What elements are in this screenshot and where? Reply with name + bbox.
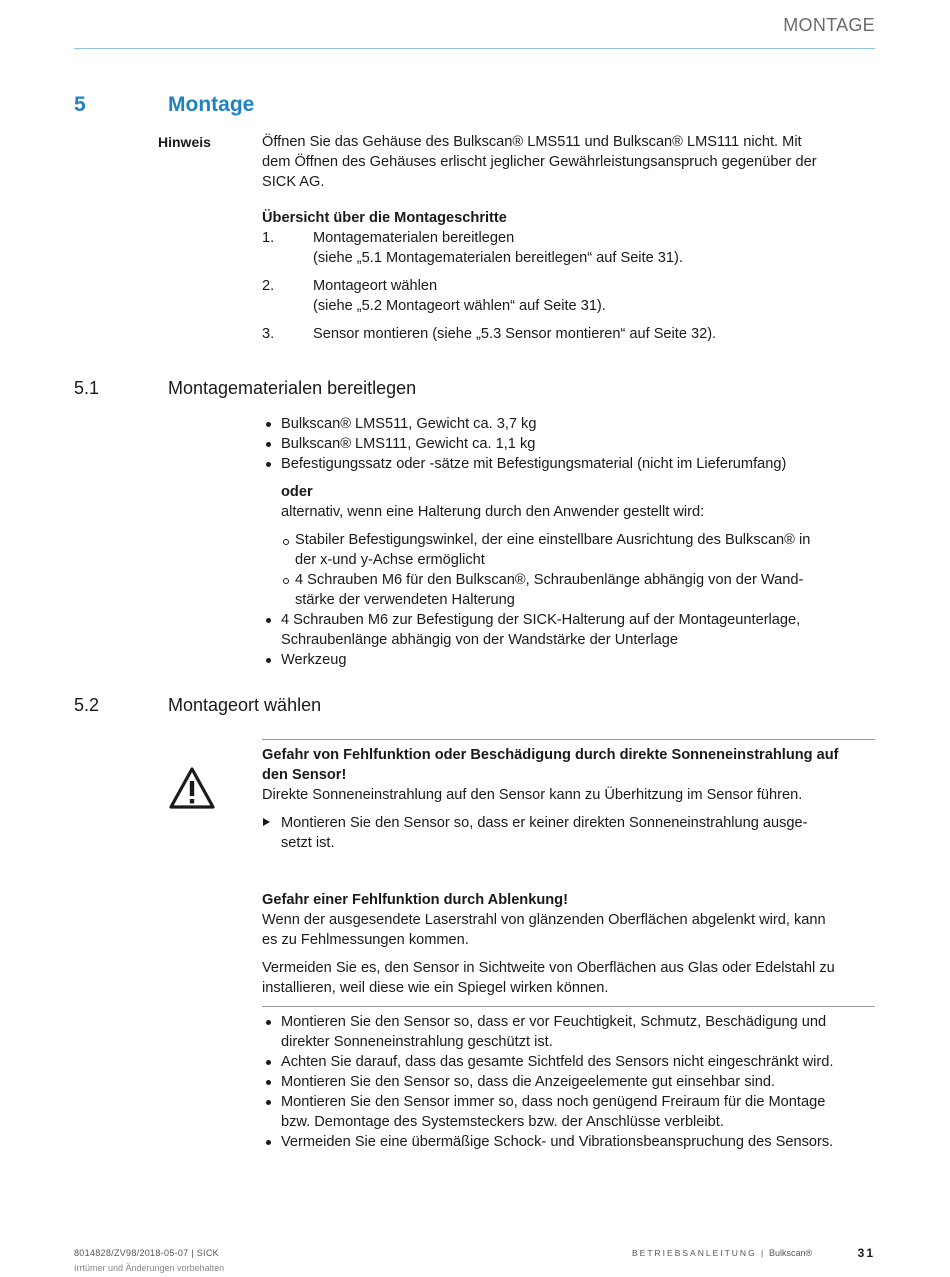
- list-item: Montieren Sie den Sensor so, dass die Anzeigeelemente gut einsehbar sind.: [281, 1074, 776, 1090]
- alternative-text: alternativ, wenn eine Halterung durch den Anwender gestellt wird:: [281, 504, 705, 520]
- bullet-dot: [266, 1140, 271, 1145]
- action-line: setzt ist.: [281, 835, 335, 851]
- step-number: 3.: [262, 326, 275, 342]
- sub-list-line: stärke der verwendeten Halterung: [295, 592, 515, 608]
- list-item: Achten Sie darauf, dass das gesamte Sichtfeld des Sensors nicht eingeschränkt wird.: [281, 1054, 834, 1070]
- step-line: Montageort wählen: [313, 278, 438, 294]
- sub-list-line: Stabiler Befestigungswinkel, der eine einstellbare Ausrichtung des Bulkscan® in: [295, 532, 811, 548]
- warning-text: Direkte Sonneneinstrahlung auf den Sensor kann zu Überhitzung im Sensor führen.: [262, 787, 803, 803]
- bullet-dot: [266, 1020, 271, 1025]
- list-item: Werkzeug: [281, 652, 347, 668]
- note-text: [262, 132, 874, 192]
- note-line: Öffnen Sie das Gehäuse des Bulkscan® LMS511 und Bulkscan® LMS111 nicht. Mit: [262, 134, 802, 150]
- footer-manual-label: BETRIEBSANLEITUNG |: [632, 1248, 766, 1258]
- caution-line: Vermeiden Sie es, den Sensor in Sichtweite von Oberflächen aus Glas oder Edelstahl zu: [262, 960, 835, 976]
- list-line: direkter Sonneneinstrahlung geschützt ist.: [281, 1034, 553, 1050]
- list-item: [281, 1092, 875, 1132]
- sub-list-line: der x-und y-Achse ermöglicht: [295, 552, 485, 568]
- bullet-dot: [266, 1060, 271, 1065]
- sub-bullet-ring: [283, 539, 289, 545]
- bullet-dot: [266, 658, 271, 663]
- sub-list-item: [295, 570, 875, 610]
- sub-list-item: [295, 530, 875, 570]
- footer-product: Bulkscan®: [769, 1248, 813, 1258]
- chapter-title: Montage: [168, 93, 255, 116]
- caution-title: Gefahr einer Fehlfunktion durch Ablenkung!: [262, 892, 568, 908]
- bullet-dot: [266, 442, 271, 447]
- action-arrow-icon: [263, 818, 270, 826]
- section-title: Montagematerialen bereitlegen: [168, 378, 417, 398]
- page-number: 31: [857, 1246, 875, 1260]
- list-item: [281, 610, 875, 650]
- sub-bullet-ring: [283, 578, 289, 584]
- list-item: [281, 1012, 875, 1052]
- warning-action: [281, 813, 875, 853]
- list-line: Montieren Sie den Sensor so, dass er vor Feuchtigkeit, Schmutz, Beschädigung und: [281, 1014, 827, 1030]
- bullet-dot: [266, 1100, 271, 1105]
- step-reference: (siehe „5.2 Montageort wählen“ auf Seite 31).: [313, 298, 606, 314]
- chapter-number: 5: [74, 93, 86, 116]
- warning-block: [262, 745, 874, 805]
- list-line: Schraubenlänge abhängig von der Wandstärke der Unterlage: [281, 632, 678, 648]
- running-header: MONTAGE: [783, 15, 875, 35]
- step-text: Sensor montieren (siehe „5.3 Sensor montieren“ auf Seite 32).: [313, 326, 717, 342]
- step-line: Montagematerialen bereitlegen: [313, 230, 515, 246]
- list-line: Montieren Sie den Sensor immer so, dass noch genügend Freiraum für die Montage: [281, 1094, 826, 1110]
- list-item: Bulkscan® LMS511, Gewicht ca. 3,7 kg: [281, 416, 537, 432]
- warning-triangle-icon: [168, 766, 216, 815]
- step-text: [313, 276, 873, 316]
- list-item: Befestigungssatz oder -sätze mit Befestigungsmaterial (nicht im Lieferumfang): [281, 456, 787, 472]
- note-line: SICK AG.: [262, 174, 325, 190]
- step-number: 2.: [262, 278, 275, 294]
- overview-heading: Übersicht über die Montageschritte: [262, 210, 507, 226]
- caution-line: installieren, weil diese wie ein Spiegel wirken können.: [262, 980, 609, 996]
- action-line: Montieren Sie den Sensor so, dass er keiner direkten Sonneneinstrahlung ausge-: [281, 815, 808, 831]
- list-item: Bulkscan® LMS111, Gewicht ca. 1,1 kg: [281, 436, 536, 452]
- footer-document-id: 8014828/ZV98/2018-05-07 | SICK: [74, 1248, 219, 1258]
- warning-top-rule: [262, 739, 875, 740]
- section-number: 5.1: [74, 378, 100, 398]
- header-rule: [74, 48, 875, 49]
- list-line: bzw. Demontage des Systemsteckers bzw. der Anschlüsse verbleibt.: [281, 1114, 724, 1130]
- caution-block: [262, 890, 874, 998]
- sub-list-line: 4 Schrauben M6 für den Bulkscan®, Schraubenlänge abhängig von der Wand-: [295, 572, 804, 588]
- caution-line: Wenn der ausgesendete Laserstrahl von glänzenden Oberflächen abgelenkt wird, kann: [262, 912, 826, 928]
- note-line: dem Öffnen des Gehäuses erlischt jeglicher Gewährleistungsanspruch gegenüber der: [262, 154, 817, 170]
- bullet-dot: [266, 462, 271, 467]
- section-number: 5.2: [74, 695, 100, 715]
- note-label: Hinweis: [158, 134, 211, 150]
- step-number: 1.: [262, 230, 275, 246]
- section-title: Montageort wählen: [168, 695, 322, 715]
- warning-title: Gefahr von Fehlfunktion oder Beschädigung durch direkte Sonneneinstrahlung auf: [262, 747, 839, 763]
- step-reference: (siehe „5.1 Montagematerialen bereitlegen“ auf Seite 31).: [313, 250, 683, 266]
- warning-title: den Sensor!: [262, 767, 347, 783]
- caution-line: es zu Fehlmessungen kommen.: [262, 932, 469, 948]
- list-line: 4 Schrauben M6 zur Befestigung der SICK-Halterung auf der Montageunterlage,: [281, 612, 801, 628]
- bullet-dot: [266, 618, 271, 623]
- bullet-dot: [266, 422, 271, 427]
- oder-label: oder: [281, 484, 313, 500]
- caution-bottom-rule: [262, 1006, 875, 1007]
- list-item: Vermeiden Sie eine übermäßige Schock- und Vibrationsbeanspruchung des Sensors.: [281, 1134, 834, 1150]
- bullet-dot: [266, 1080, 271, 1085]
- footer-disclaimer: Irrtümer und Änderungen vorbehalten: [74, 1263, 225, 1273]
- step-text: [313, 228, 873, 268]
